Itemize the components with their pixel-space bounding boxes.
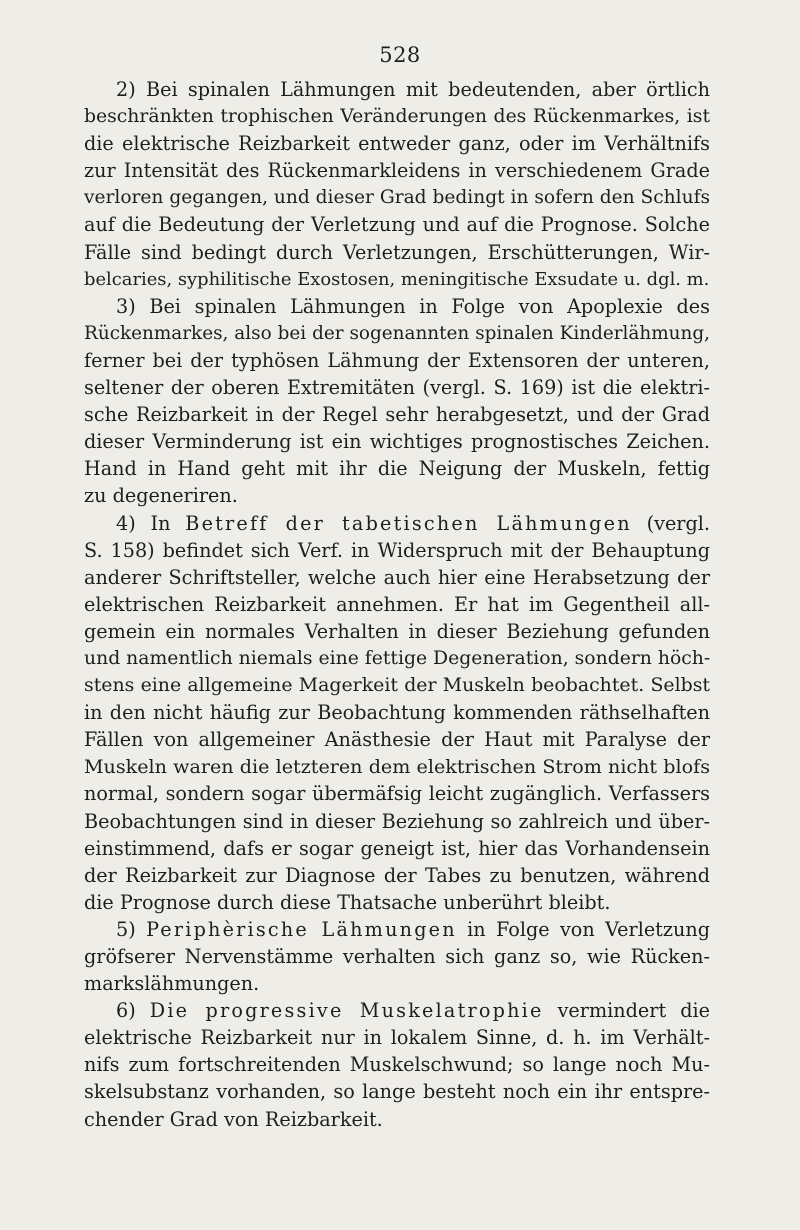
paragraph-2: [84, 76, 710, 293]
text-line: beschränkten trophischen Veränderungen des Rückenmarkes, ist: [84, 106, 710, 128]
text-line: Beobachtungen sind in dieser Beziehung so zahlreich und über-: [84, 809, 710, 833]
text-line: Hand in Hand geht mit ihr die Neigung der Muskeln, fettig: [84, 457, 710, 481]
text-line: zur Intensität des Rückenmarkleidens in verschiedenem Grade: [84, 159, 710, 183]
text-line: 2) Bei spinalen Lähmungen mit bedeutenden, aber örtlich: [116, 78, 710, 101]
text-line: verloren gegangen, und dieser Grad bedingt in sofern den Schlufs: [84, 187, 710, 209]
text-line: gemein ein normales Verhalten in dieser Beziehung gefunden: [84, 619, 710, 643]
text-line-lead: [84, 510, 710, 537]
paragraph-4: [84, 510, 710, 916]
text-line: gröfserer Nervenstämme verhalten sich ganz so, wie Rücken-: [84, 945, 710, 968]
text-line: S. 158) befindet sich Verf. in Widerspruch mit der Behauptung: [84, 538, 710, 562]
lead-rest: (vergl.: [631, 511, 710, 535]
text-line: seltener der oberen Extremitäten (vergl. S. 169) ist die elektri-: [84, 376, 710, 400]
lead-rest: vermindert die: [543, 999, 710, 1023]
text-line: skelsubstanz vorhanden, so lange besteht noch ein ihr entspre-: [84, 1080, 710, 1104]
text-line: sche Reizbarkeit in der Regel sehr herabgesetzt, und der Grad: [84, 403, 710, 427]
text-line: normal, sondern sogar übermäfsig leicht zugänglich. Verfassers: [84, 782, 710, 806]
text-line: einstimmend, dafs er sogar geneigt ist, hier das Vorhandensein: [84, 836, 710, 860]
text-line: die Prognose durch diese Thatsache unberührt bleibt.: [84, 890, 611, 914]
spaced-heading: Betreff der tabetischen Lähmungen: [185, 511, 632, 535]
text-line: markslähmungen.: [84, 972, 260, 996]
text-line: elektrischen Reizbarkeit annehmen. Er hat im Gegentheil all-: [84, 592, 710, 616]
text-line: belcaries, syphilitische Exostosen, meningitische Exsudate u. dgl. m.: [84, 268, 710, 290]
text-line: Rückenmarkes, also bei der sogenannten spinalen Kinderlähmung,: [84, 322, 710, 344]
text-line: Muskeln waren die letzteren dem elektrischen Strom nicht blofs: [84, 755, 710, 779]
text-line: chender Grad von Reizbarkeit.: [84, 1107, 383, 1131]
text-line: 3) Bei spinalen Lähmungen in Folge von Apoplexie des: [116, 294, 710, 318]
page-number: 528: [379, 43, 421, 67]
text-line: die elektrische Reizbarkeit entweder ganz, oder im Verhältnifs: [84, 132, 710, 156]
paragraph-3: [84, 293, 710, 510]
lead-number: 6): [116, 999, 150, 1023]
text-line: zu degeneriren.: [84, 484, 238, 508]
text-line: und namentlich niemals eine fettige Degeneration, sondern höch-: [84, 647, 711, 669]
spaced-heading: Periphèrische Lähmungen: [146, 917, 457, 941]
text-line: nifs zum fortschreitenden Muskelschwund; so lange noch Mu-: [84, 1053, 710, 1077]
text-line-lead: [84, 997, 710, 1024]
lead-number: 4) In: [116, 511, 186, 535]
body-text: [84, 76, 710, 1133]
paragraph-6: [84, 997, 710, 1132]
text-line: Fällen von allgemeiner Anästhesie der Haut mit Paralyse der: [84, 728, 710, 752]
text-line: der Reizbarkeit zur Diagnose der Tabes zu benutzen, während: [84, 863, 710, 887]
text-line: auf die Bedeutung der Verletzung und auf die Prognose. Solche: [84, 213, 710, 237]
text-line: elektrische Reizbarkeit nur in lokalem Sinne, d. h. im Verhält-: [84, 1026, 710, 1050]
text-line: in den nicht häufig zur Beobachtung kommenden räthselhaften: [84, 701, 710, 725]
text-line: ferner bei der typhösen Lähmung der Extensoren der unteren,: [84, 348, 710, 372]
lead-rest: in Folge von Verletzung: [456, 917, 710, 941]
spaced-heading: Die progressive Muskelatrophie: [149, 999, 544, 1023]
paragraph-5: [84, 916, 710, 997]
text-line-lead: [84, 916, 710, 943]
lead-number: 5): [116, 917, 147, 941]
text-line: Fälle sind bedingt durch Verletzungen, Erschütterungen, Wir-: [84, 240, 710, 264]
text-line: dieser Verminderung ist ein wichtiges prognostisches Zeichen.: [84, 430, 710, 454]
text-line: anderer Schriftsteller, welche auch hier eine Herabsetzung der: [84, 565, 710, 589]
text-line: stens eine allgemeine Magerkeit der Muskeln beobachtet. Selbst: [84, 674, 710, 697]
